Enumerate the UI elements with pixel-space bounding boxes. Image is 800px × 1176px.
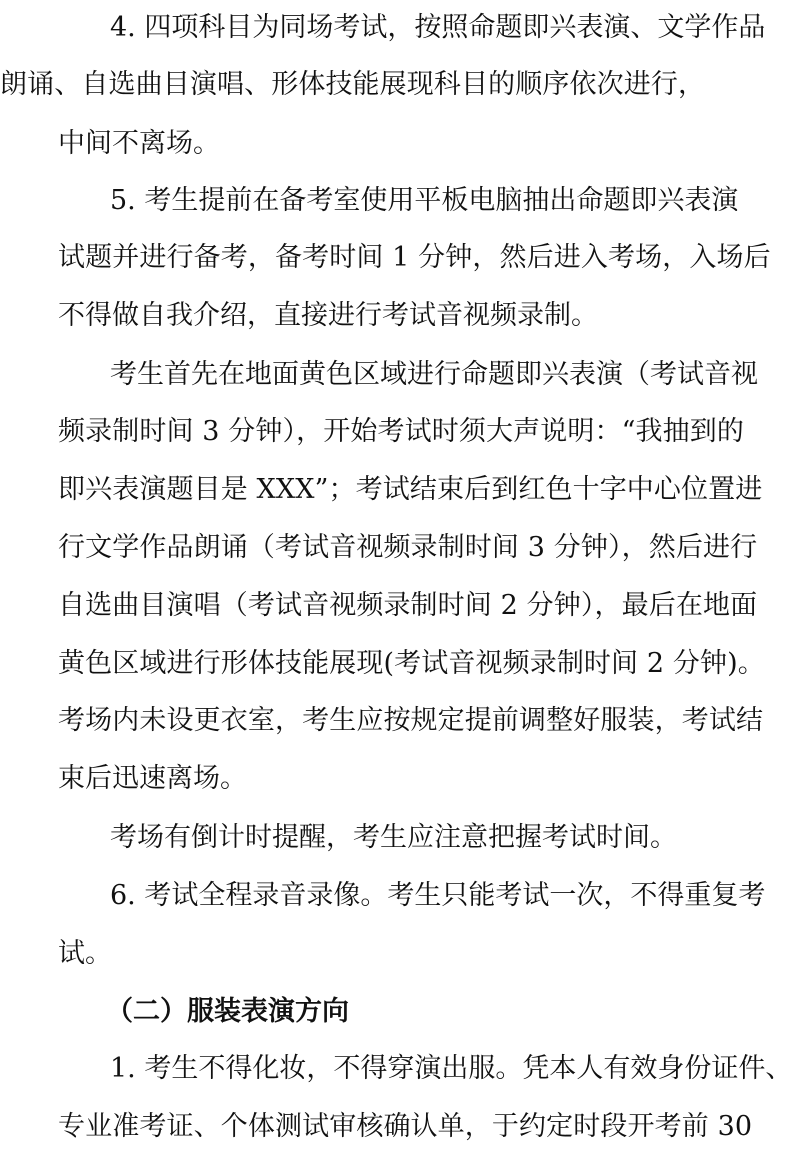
paragraph-4-line-3: 中间不离场。 — [58, 128, 220, 159]
exam-order-line-6: 黄色区域进行形体技能展现(考试音视频录制时间 2 分钟)。 — [58, 648, 765, 679]
paragraph-5-line-2: 试题并进行备考，备考时间 1 分钟，然后进入考场，入场后 — [58, 242, 771, 273]
paragraph-6-line-2: 试。 — [58, 938, 112, 969]
paragraph-4-line-1: 4. 四项科目为同场考试，按照命题即兴表演、文学作品 — [110, 12, 766, 43]
section-heading-fashion-performance: （二）服装表演方向 — [106, 996, 349, 1027]
paragraph-6-line-1: 6. 考试全程录音录像。考生只能考试一次，不得重复考 — [110, 880, 766, 911]
exam-order-line-7: 考场内未设更衣室，考生应按规定提前调整好服装，考试结 — [58, 705, 764, 736]
exam-order-line-5: 自选曲目演唱（考试音视频录制时间 2 分钟），最后在地面 — [58, 590, 758, 621]
exam-order-line-2: 频录制时间 3 分钟），开始考试时须大声说明：“我抽到的 — [58, 416, 745, 447]
fashion-paragraph-1-line-1: 1. 考生不得化妆，不得穿演出服。凭本人有效身份证件、 — [110, 1053, 793, 1084]
exam-order-line-3: 即兴表演题目是 XXX”；考试结束后到红色十字中心位置进 — [58, 474, 763, 505]
time-reminder-line: 考场有倒计时提醒，考生应注意把握考试时间。 — [110, 822, 677, 853]
exam-order-line-8: 束后迅速离场。 — [58, 763, 247, 794]
paragraph-5-line-3: 不得做自我介绍，直接进行考试音视频录制。 — [58, 300, 598, 331]
exam-order-line-1: 考生首先在地面黄色区域进行命题即兴表演（考试音视 — [110, 359, 758, 390]
fashion-paragraph-1-line-2: 专业准考证、个体测试审核确认单，于约定时段开考前 30 — [58, 1111, 753, 1142]
paragraph-4-line-2: 朗诵、自选曲目演唱、形体技能展现科目的顺序依次进行， — [0, 69, 706, 100]
exam-order-line-4: 行文学作品朗诵（考试音视频录制时间 3 分钟），然后进行 — [58, 532, 758, 563]
paragraph-5-line-1: 5. 考生提前在备考室使用平板电脑抽出命题即兴表演 — [110, 185, 739, 216]
